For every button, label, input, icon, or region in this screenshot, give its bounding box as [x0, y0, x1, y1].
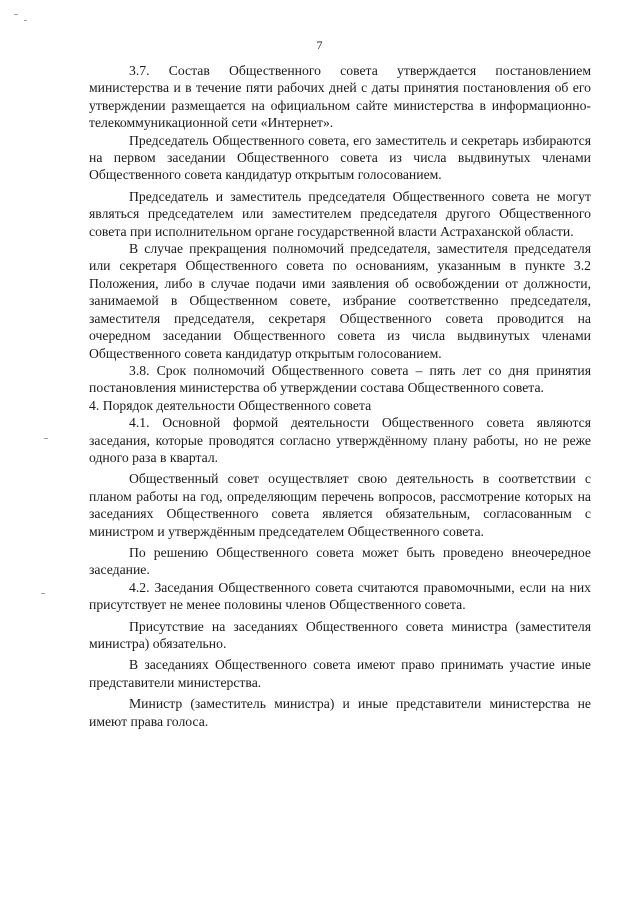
paragraph: 3.8. Срок полномочий Общественного совета – пять лет со дня принятия постановления министерства об утверждении состава Общественного совета.: [89, 362, 591, 396]
scan-mark: [41, 593, 45, 594]
paragraph: По решению Общественного совета может быть проведено внеочередное заседание.: [89, 544, 591, 578]
paragraph: Присутствие на заседаниях Общественного совета министра (заместителя министра) обязательно.: [89, 618, 591, 651]
paragraph: Председатель Общественного совета, его заместитель и секретарь избираются на первом заседании Общественного совета из числа выдвинутых членами Общественного совета кандидатур открытым голосованием.: [89, 132, 591, 183]
paragraph: В заседаниях Общественного совета имеют право принимать участие иные представители министерства.: [89, 657, 591, 690]
paragraph: 3.7. Состав Общественного совета утверждается постановлением министерства и в течение пяти рабочих дней с даты принятия постановления об его утверждении размещается на официальном сайте министерства в информационно-телекоммуникационной сети «Интернет».: [89, 63, 591, 131]
document-body: [89, 62, 591, 730]
paragraph: Председатель и заместитель председателя Общественного совета не могут являться председателем или заместителем председателя другого Общественного совета при исполнительном органе государственной власти Астраханской области.: [89, 188, 591, 239]
paragraph: 4.1. Основной формой деятельности Общественного совета являются заседания, которые проводятся согласно утверждённому плану работы, но не реже одного раза в квартал.: [89, 415, 591, 465]
scan-mark: [14, 14, 18, 15]
paragraph: 4.2. Заседания Общественного совета считаются правомочными, если на них присутствует не менее половины членов Общественного совета.: [89, 579, 591, 613]
scan-mark: [24, 20, 27, 21]
paragraph: В случае прекращения полномочий председателя, заместителя председателя или секретаря Общественного совета по основаниям, указанным в пункте 3.2 Положения, либо в случае подачи ими заявления об освобождении от должности, занимаемой в Общественном совете, избрание соответственно председателя, заместителя председателя, секретаря Общественного совета проводится на очередном заседании Общественного совета из числа выдвинутых членами Общественного совета кандидатур открытым голосованием.: [89, 241, 591, 361]
page-number: 7: [316, 38, 323, 52]
section-heading: 4. Порядок деятельности Общественного совета: [89, 397, 372, 413]
scan-mark: [44, 438, 48, 439]
paragraph: Общественный совет осуществляет свою деятельность в соответствии с планом работы на год, определяющим перечень вопросов, рассмотрение которых на заседаниях Общественного совета является обязательным, согласованным с министром и утверждённым председателем Общественного совета.: [89, 471, 591, 539]
paragraph: Министр (заместитель министра) и иные представители министерства не имеют права голоса.: [89, 696, 591, 729]
